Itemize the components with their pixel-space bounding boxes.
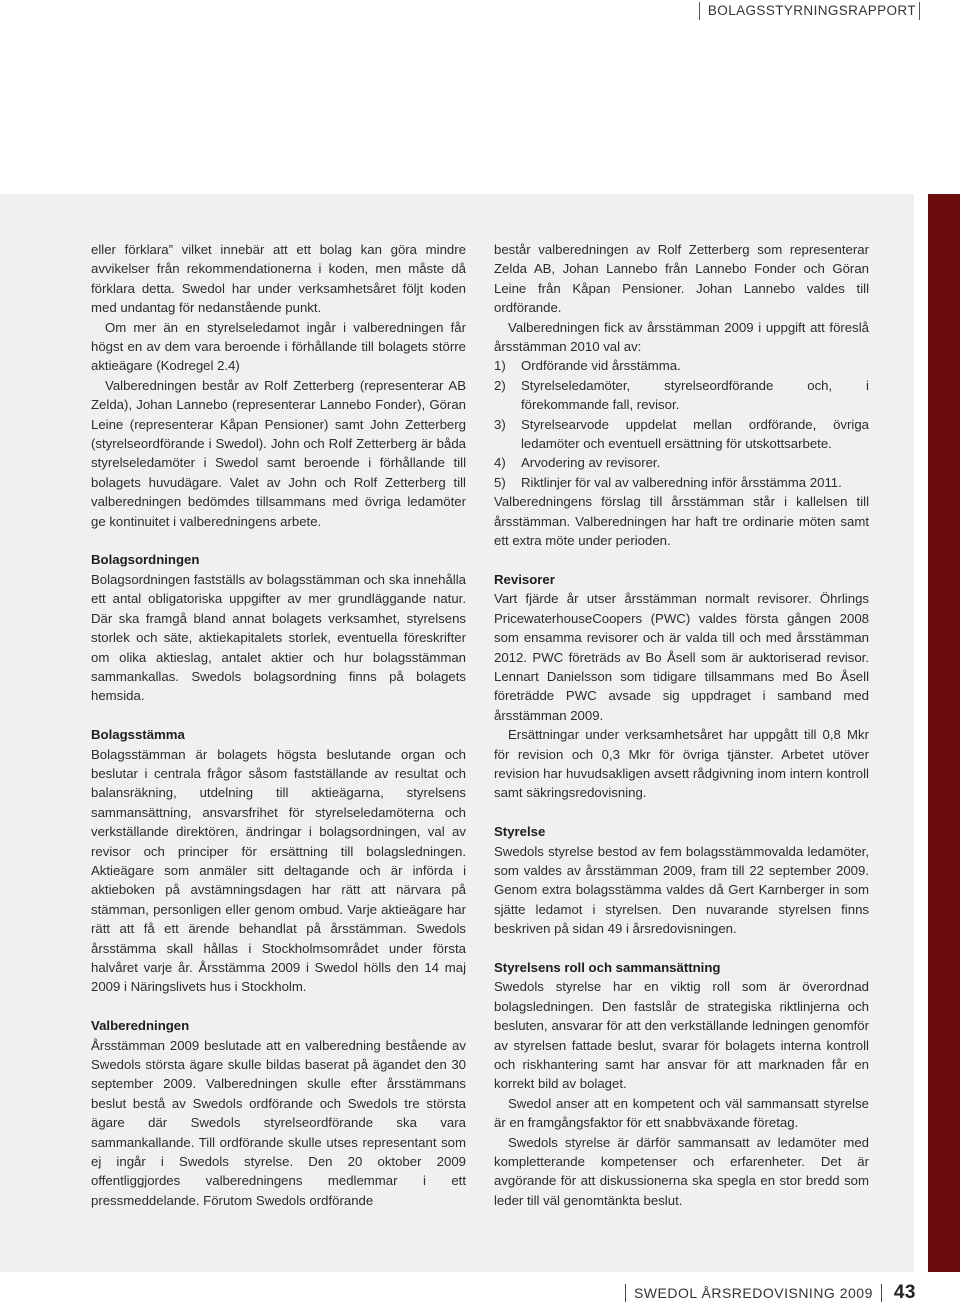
committee-members-paragraph: består valberedningen av Rolf Zetterberg som representerar Zelda AB, Johan Lannebo från Lannebo Fonder och Göran Leine från Kåpan Pensioner. Johan Lannebo valdes till ordförande. — [494, 242, 869, 316]
styrelse-heading: Styrelse — [494, 824, 546, 840]
header-divider — [919, 2, 920, 20]
bolagsordningen-heading: Bolagsordningen — [91, 552, 200, 568]
bolagsordningen-text: Bolagsordningen fastställs av bolagsstämman och ska innehålla ett antal obligatoriska uppgifter av mer grundläggande natur. Där ska framgå bland annat bolagets verksamhet, styrelsens storlek och säte, aktiekapitalets storlek, eventuella föreskrifter om olika aktieslag, antalet aktier och hur bolagsstämman sammankallas. Swedols bolagsordning finns på bolagets hemsida. — [91, 571, 466, 704]
committee-task-list — [494, 356, 869, 492]
valberedningen-text: Årsstämman 2009 beslutade att en valberedning bestående av Swedols största ägare skulle bildas baserat på ägandet den 30 september 2009. Valberedningen skulle efter årsstämmans beslut bestå av Swedols ordförande och Swedols tre största ägare där Swedols styrelseordförande ska vara sammankallande. Till ordförande skulle utses representant som ej ingår i Swedols styrelse. Den 20 oktober 2009 offentliggjordes valberedningens medlemmar i ett pressmeddelande. Förutom Swedols ordförande — [91, 1037, 466, 1208]
footer-divider — [881, 1284, 882, 1302]
revisorer-heading: Revisorer — [494, 571, 555, 587]
code-rule-paragraph: Om mer än en styrelseledamot ingår i valberedningen får högst en av dem vara beroende i förhållande till bolagets större aktieägare (Kodregel 2.4) — [91, 319, 466, 374]
styrelsens-roll-paragraph: Swedol anser att en kompetent och väl sammansatt styrelse är en framgångsfaktor för ett snabbväxande företag. — [494, 1095, 869, 1131]
right-column — [494, 240, 869, 1210]
list-item: 5) Riktlinjer för val av valberedning inför årsstämma 2011. — [494, 474, 842, 490]
publication-title: SWEDOL ÅRSREDOVISNING 2009 — [633, 1285, 873, 1301]
intro-paragraph: eller förklara” vilket innebär att ett bolag kan göra mindre avvikelser från rekommendationerna i koden, men måste då förklara detta. Swedol har under verksamhetsåret följt koden med undantag för nedanstående punkt. — [91, 242, 466, 316]
revisorer-fees-paragraph: Ersättningar under verksamhetsåret har uppgått till 0,8 Mkr för revision och 0,3 Mkr för övriga tjänster. Arbetet utöver revision har huvudsakligen avsett rådgivning inom intern kontroll samt säkringsredovisning. — [494, 727, 869, 801]
list-item: 4) Arvodering av revisorer. — [494, 455, 661, 471]
left-column — [91, 240, 466, 1210]
revisorer-paragraph: Vart fjärde år utser årsstämman normalt revisorer. Öhrlings PricewaterhouseCoopers (PWC) valdes första gången 2008 som ensamma revisorer och är valda till och med årsstämman 2012. PWC företräds av Bo Åsell som är auktoriserad revisor. Lennart Danielsson som tidigare tillsammans med Bo Åsell företrädde PWC avsade sig uppdraget i samband med årsstämman 2009. — [494, 591, 869, 723]
bolagsstamma-heading: Bolagsstämma — [91, 727, 185, 743]
committee-task-intro: Valberedningen fick av årsstämman 2009 i uppgift att föreslå årsstämman 2010 val av: — [494, 319, 869, 355]
list-item: 2) Styrelseledamöter, styrelseordförande och, i förekommande fall, revisor. — [494, 377, 869, 413]
accent-side-bar — [928, 194, 960, 1272]
styrelsens-roll-paragraph: Swedols styrelse har en viktig roll som är överordnad bolagsledningen. Den fastslår de strategiska riktlinjerna och besluten, ansvarar för att den verkställande ledningen genomför av styrelsen fattade beslut, svarar för bolagets interna kontroll och riskhantering samt har ansvar för att marknaden får en korrekt bild av bolaget. — [494, 979, 869, 1092]
page-footer — [617, 1282, 916, 1304]
list-item: 3) Styrelsearvode uppdelat mellan ordförande, övriga ledamöter och eventuell ersättning för utskottsarbete. — [494, 416, 869, 452]
styrelse-text: Swedols styrelse bestod av fem bolagsstämmovalda ledamöter, som valdes av årsstämman 2009, fram till 22 september 2009. Genom extra bolagsstämma valdes då Gert Karnberger in som sjätte ledamot i styrelsen. Den nuvarande styrelsen finns beskriven på sidan 49 i årsredovisningen. — [494, 843, 869, 937]
styrelsens-roll-paragraph: Swedols styrelse är därför sammansatt av ledamöter med kompletterande kompetenser och erfarenheter. Det är avgörande för att diskussionerna ska spegla en stor bredd som leder till väl genomtänkta beslut. — [494, 1134, 869, 1208]
nomination-committee-paragraph: Valberedningen består av Rolf Zetterberg (representerar AB Zelda), Johan Lannebo (representerar Lannebo Fonder), Göran Leine (representerar Kåpan Pensioner) samt John Zetterberg (styrelseordförande i Swedol). John och Rolf Zetterberg är båda styrelseledamöter i Swedol samt beroende i förhållande till bolagets huvudägare. Valet av John och Rolf Zetterberg till valberedningen bedömdes tillsammans med övriga ledamöter ge kontinuitet i valberedningens arbete. — [91, 377, 466, 529]
page-number: 43 — [893, 1282, 916, 1303]
list-item: 1) Ordförande vid årsstämma. — [494, 358, 681, 374]
styrelsens-roll-heading: Styrelsens roll och sammansättning — [494, 959, 721, 975]
bolagsstamma-text: Bolagsstämman är bolagets högsta beslutande organ och beslutar i centrala frågor såsom fastställande av resultat och balansräkning, utdelning till aktieägarna, styrelsens sammansättning, ansvarsfrihet för styrelseledamöterna och verkställande direktören, ändringar i bolagsordningen, val av revisor och principer för ersättning till bolagsledningen. Aktieägare som anmäler sitt deltagande och är införda i aktieboken på avstämningsdagen har rätt att närvara på stämman, personligen eller genom ombud. Varje aktieägare har rätt att få ett ärende behandlat på årsstämman. Swedols årsstämma skall hållas i Stockholmsområdet under första halvåret varje år. Årsstämma 2009 i Swedol hölls den 14 maj 2009 i Näringslivets hus i Stockholm. — [91, 746, 466, 995]
valberedningen-heading: Valberedningen — [91, 1018, 190, 1034]
section-header: BOLAGSSTYRNINGSRAPPORT — [699, 2, 916, 20]
footer-divider — [625, 1284, 626, 1302]
committee-proposal-paragraph: Valberedningens förslag till årsstämman står i kallelsen till årsstämman. Valberedningen har haft tre ordinarie möten samt ett extra möte under perioden. — [494, 494, 869, 549]
